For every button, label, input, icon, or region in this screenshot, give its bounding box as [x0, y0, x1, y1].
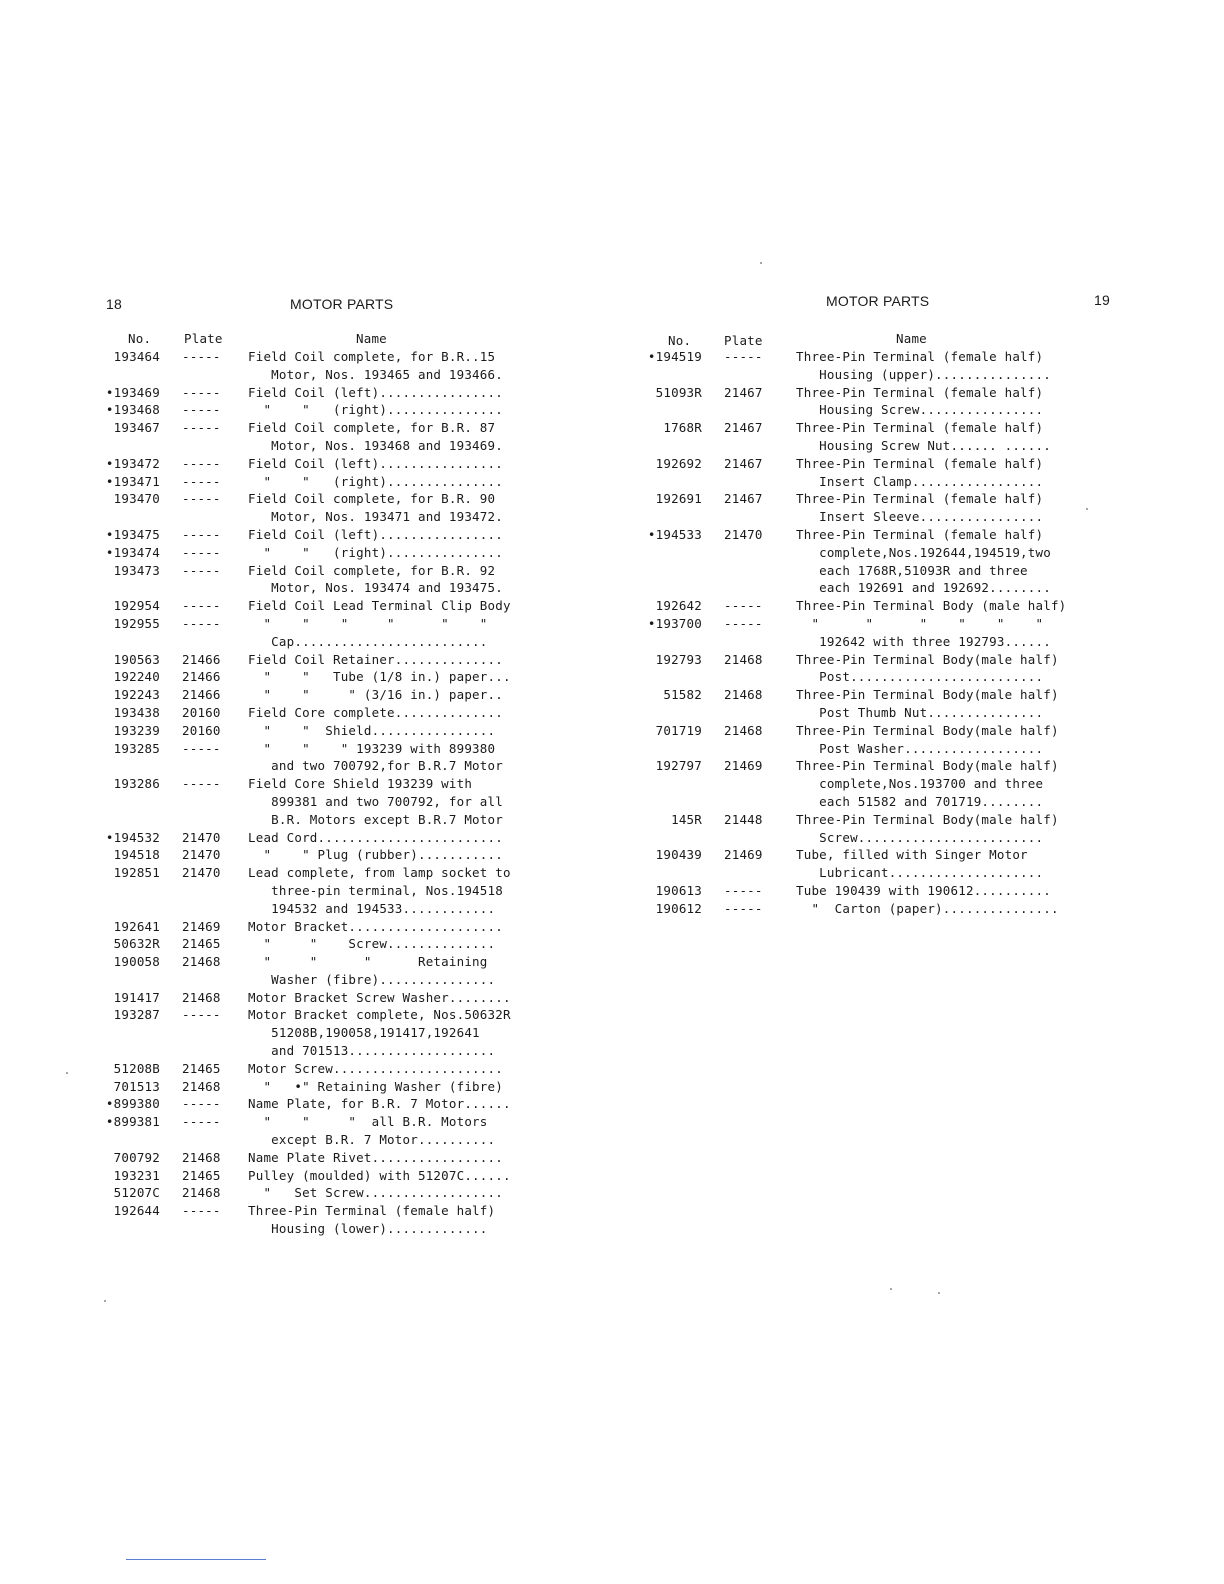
part-number: 193438 [113, 704, 160, 720]
part-name: Field Coil complete, for B.R. 92 Motor, Nos. 193474 and 193475. [248, 562, 503, 596]
part-name: Field Coil (left)................ [248, 384, 503, 400]
plate-number: 20160 [182, 722, 221, 738]
part-name: Lead complete, from lamp socket to three-pin terminal, Nos.194518 194532 and 194533............ [248, 865, 511, 916]
right-col-no-header: No. [668, 333, 692, 348]
part-name: " " (right)............... [248, 473, 503, 489]
part-name: " " Screw.............. [248, 936, 496, 952]
part-row [640, 526, 1080, 597]
footer-rule [126, 1559, 266, 1560]
part-number: 192240 [113, 669, 160, 685]
part-name: Field Core Shield 193239 with 899381 and two 700792, for all B.R. Motors except B.R.7 Motor [248, 776, 503, 827]
part-row [640, 811, 1080, 847]
part-number: •194533 [647, 526, 702, 542]
part-row [640, 651, 1080, 687]
part-row [640, 455, 1080, 491]
part-row [640, 722, 1080, 758]
part-number: 50632R [113, 936, 160, 952]
plate-number: 21469 [724, 758, 763, 774]
right-col-plate-header: Plate [724, 333, 763, 348]
plate-number: 21448 [724, 811, 763, 827]
plate-number: 21468 [724, 651, 763, 667]
part-name: Lead Cord........................ [248, 829, 503, 845]
part-number: 51582 [663, 687, 702, 703]
part-name: Motor Bracket Screw Washer........ [248, 989, 511, 1005]
part-number: 191417 [113, 989, 160, 1005]
part-number: 192641 [113, 918, 160, 934]
part-name: Three-Pin Terminal Body(male half) complete,Nos.193700 and three each 51582 and 701719........ [796, 758, 1059, 809]
part-number: •899381 [105, 1114, 160, 1130]
plate-number: 21468 [182, 1149, 221, 1165]
plate-number: ----- [182, 526, 221, 542]
part-number: 190613 [655, 882, 702, 898]
plate-number: 21470 [182, 829, 221, 845]
left-col-no-header: No. [128, 331, 152, 346]
part-name: Three-Pin Terminal (female half) Housing Screw Nut...... ...... [796, 420, 1051, 453]
part-row [100, 668, 530, 686]
part-row [100, 1184, 530, 1202]
part-row [640, 384, 1080, 420]
part-number: •193469 [105, 384, 160, 400]
part-number: 192793 [655, 651, 702, 667]
plate-number: 21470 [182, 865, 221, 881]
plate-number: 21466 [182, 651, 221, 667]
part-name: " " (right)............... [248, 402, 503, 418]
right-parts-list [640, 348, 1080, 918]
part-number: 1768R [663, 420, 702, 436]
part-number: 700792 [113, 1149, 160, 1165]
part-row [100, 846, 530, 864]
plate-number: ----- [724, 598, 763, 614]
part-number: 192243 [113, 687, 160, 703]
part-row [100, 829, 530, 847]
part-number: 701719 [655, 722, 702, 738]
plate-number: ----- [182, 420, 221, 436]
part-name: " " " all B.R. Motors except B.R. 7 Motor.......... [263, 1114, 496, 1148]
part-row [100, 704, 530, 722]
plate-number: ----- [724, 615, 763, 631]
plate-number: 21465 [182, 936, 221, 952]
plate-number: ----- [182, 562, 221, 578]
part-name: Field Coil complete, for B.R. 90 Motor, Nos. 193471 and 193472. [248, 491, 503, 525]
plate-number: 21468 [182, 1185, 221, 1201]
scan-speck [938, 1292, 940, 1294]
part-row [100, 1078, 530, 1096]
part-row [100, 544, 530, 562]
part-row [100, 597, 530, 615]
part-number: •193468 [105, 402, 160, 418]
part-name: Field Coil Retainer.............. [248, 651, 503, 667]
plate-number: ----- [182, 384, 221, 400]
part-row [100, 562, 530, 598]
left-col-plate-header: Plate [184, 331, 223, 346]
plate-number: ----- [182, 615, 221, 631]
part-row [640, 900, 1080, 918]
part-row [100, 348, 530, 384]
part-number: 192797 [655, 758, 702, 774]
part-row [100, 1202, 530, 1238]
plate-number: ----- [182, 473, 221, 489]
part-name: " " Tube (1/8 in.) paper... [248, 669, 511, 685]
part-number: 193470 [113, 491, 160, 507]
part-number: 192955 [113, 615, 160, 631]
plate-number: 21467 [724, 491, 763, 507]
part-row [100, 490, 530, 526]
part-name: Field Coil Lead Terminal Clip Body [248, 598, 511, 614]
part-number: 51093R [655, 384, 702, 400]
part-number: 193467 [113, 420, 160, 436]
plate-number: ----- [182, 1203, 221, 1219]
part-number: •194532 [105, 829, 160, 845]
part-row [640, 686, 1080, 722]
part-name: Three-Pin Terminal Body(male half) Post Washer.................. [796, 722, 1059, 756]
part-name: " " " 193239 with 899380 and two 700792,for B.R.7 Motor [263, 740, 503, 774]
plate-number: ----- [182, 544, 221, 560]
part-row [100, 384, 530, 402]
part-row [640, 597, 1080, 615]
part-name: Tube, filled with Singer Motor Lubricant.................... [796, 847, 1044, 881]
right-page-title: MOTOR PARTS [826, 293, 930, 309]
part-number: 192644 [113, 1203, 160, 1219]
plate-number: 21468 [724, 687, 763, 703]
scan-speck [66, 1072, 68, 1074]
plate-number: ----- [182, 1096, 221, 1112]
part-name: Motor Screw...................... [248, 1060, 503, 1076]
part-number: 51207C [113, 1185, 160, 1201]
plate-number: ----- [182, 455, 221, 471]
plate-number: ----- [182, 402, 221, 418]
plate-number: 21469 [724, 847, 763, 863]
plate-number: ----- [182, 1114, 221, 1130]
part-number: •193471 [105, 473, 160, 489]
plate-number: 21466 [182, 687, 221, 703]
part-number: 51208B [113, 1060, 160, 1076]
plate-number: 21467 [724, 384, 763, 400]
part-row [100, 775, 530, 828]
part-name: " " " " " " Cap......................... [263, 615, 488, 649]
plate-number: 21466 [182, 669, 221, 685]
plate-number: 21468 [182, 989, 221, 1005]
part-number: •193474 [105, 544, 160, 560]
part-number: •194519 [647, 349, 702, 364]
part-row [100, 989, 530, 1007]
part-row [640, 615, 1080, 651]
part-number: 193473 [113, 562, 160, 578]
part-name: Three-Pin Terminal (female half) Housing Screw................ [796, 384, 1044, 418]
part-name: Three-Pin Terminal (female half) Housing (lower)............. [248, 1203, 496, 1237]
part-row [100, 1006, 530, 1059]
part-row [100, 401, 530, 419]
part-number: 193285 [113, 740, 160, 756]
part-row [100, 651, 530, 669]
part-name: Three-Pin Terminal Body(male half) Screw........................ [796, 811, 1059, 845]
part-name: Field Core complete.............. [248, 704, 503, 720]
plate-number: 21465 [182, 1167, 221, 1183]
part-row [100, 686, 530, 704]
part-number: 190439 [655, 847, 702, 863]
plate-number: 21468 [182, 954, 221, 970]
part-row [100, 473, 530, 491]
part-number: 193231 [113, 1167, 160, 1183]
part-row [100, 1113, 530, 1149]
part-name: Three-Pin Terminal Body (male half) [796, 598, 1067, 614]
plate-number: ----- [182, 349, 221, 364]
part-name: Field Coil (left)................ [248, 526, 503, 542]
part-row [640, 419, 1080, 455]
left-page-title: MOTOR PARTS [290, 296, 394, 312]
part-number: 193464 [113, 349, 160, 364]
part-name: Field Coil (left)................ [248, 455, 503, 471]
part-name: " " " " " " 192642 with three 192793...... [811, 615, 1051, 649]
left-col-name-header: Name [356, 331, 387, 346]
part-row [640, 490, 1080, 526]
plate-number: 21467 [724, 455, 763, 471]
part-name: " " (right)............... [248, 544, 503, 560]
part-name: Tube 190439 with 190612.......... [796, 882, 1051, 898]
part-name: Motor Bracket.................... [248, 918, 503, 934]
right-page-number: 19 [1094, 292, 1110, 308]
scan-speck [760, 262, 762, 264]
part-row [100, 455, 530, 473]
plate-number: ----- [724, 882, 763, 898]
part-name: Pulley (moulded) with 51207C...... [248, 1167, 511, 1183]
part-number: 193239 [113, 722, 160, 738]
part-number: 701513 [113, 1078, 160, 1094]
part-number: 145R [671, 811, 702, 827]
part-name: Field Coil complete, for B.R. 87 Motor, Nos. 193468 and 193469. [248, 420, 503, 453]
part-name: Three-Pin Terminal (female half) Insert Clamp................. [796, 455, 1044, 489]
scan-speck [1086, 508, 1088, 510]
part-row [640, 348, 1080, 384]
part-name: " " Shield................ [248, 722, 496, 738]
part-name: Name Plate, for B.R. 7 Motor...... [248, 1096, 511, 1112]
plate-number: 21470 [724, 526, 763, 542]
part-number: 190563 [113, 651, 160, 667]
plate-number: ----- [182, 598, 221, 614]
part-row [100, 953, 530, 989]
plate-number: 21470 [182, 847, 221, 863]
plate-number: ----- [724, 349, 763, 364]
part-name: Field Coil complete, for B.R..15 Motor, Nos. 193465 and 193466. [248, 349, 503, 382]
part-name: Three-Pin Terminal (female half) Housing (upper)............... [796, 349, 1051, 382]
part-row [100, 1095, 530, 1113]
part-row [100, 918, 530, 936]
part-row [100, 1167, 530, 1185]
part-row [100, 722, 530, 740]
part-number: 190612 [655, 900, 702, 916]
part-name: Three-Pin Terminal Body(male half) Post Thumb Nut............... [796, 687, 1059, 720]
plate-number: ----- [182, 776, 221, 792]
part-name: Three-Pin Terminal (female half) Insert Sleeve................ [796, 491, 1044, 525]
plate-number: 21467 [724, 420, 763, 436]
plate-number: 21468 [724, 722, 763, 738]
part-name: " " " Retaining Washer (fibre)............... [263, 954, 496, 987]
part-name: " Carton (paper)............... [796, 900, 1059, 916]
scan-speck [104, 1300, 106, 1302]
part-row [100, 740, 530, 776]
part-number: 194518 [113, 847, 160, 863]
part-row [100, 935, 530, 953]
plate-number: ----- [724, 900, 763, 916]
plate-number: ----- [182, 1007, 221, 1023]
part-name: Three-Pin Terminal Body(male half) Post......................... [796, 651, 1059, 685]
part-row [100, 615, 530, 651]
part-row [640, 757, 1080, 810]
part-name: " " Plug (rubber)........... [248, 847, 503, 863]
part-number: •193475 [105, 526, 160, 542]
part-number: •193700 [647, 615, 702, 631]
plate-number: 21468 [182, 1078, 221, 1094]
part-number: 192642 [655, 598, 702, 614]
part-row [100, 526, 530, 544]
plate-number: ----- [182, 491, 221, 507]
part-number: 190058 [113, 954, 160, 970]
left-parts-list [100, 348, 530, 1238]
plate-number: 20160 [182, 704, 221, 720]
part-name: Motor Bracket complete, Nos.50632R 51208B,190058,191417,192641 and 701513................... [248, 1007, 511, 1059]
part-name: " " " (3/16 in.) paper.. [248, 687, 503, 703]
part-row [100, 1149, 530, 1167]
part-number: 193287 [113, 1007, 160, 1023]
part-number: •899380 [105, 1096, 160, 1112]
part-name: " Set Screw.................. [248, 1185, 503, 1201]
part-number: 192691 [655, 491, 702, 507]
left-page-number: 18 [106, 296, 122, 312]
plate-number: ----- [182, 740, 221, 756]
part-row [100, 864, 530, 917]
part-row [640, 882, 1080, 900]
part-number: 192954 [113, 598, 160, 614]
part-number: 192692 [655, 455, 702, 471]
part-name: " •" Retaining Washer (fibre) [248, 1078, 503, 1094]
plate-number: 21465 [182, 1060, 221, 1076]
part-number: 193286 [113, 776, 160, 792]
part-row [100, 419, 530, 455]
scan-speck [890, 1288, 892, 1290]
part-name: Name Plate Rivet................. [248, 1149, 503, 1165]
plate-number: 21469 [182, 918, 221, 934]
part-name: Three-Pin Terminal (female half) complete,Nos.192644,194519,two each 1768R,51093R and three each 192691 and 192692........ [796, 526, 1051, 596]
part-number: •193472 [105, 455, 160, 471]
right-col-name-header: Name [896, 331, 927, 346]
part-row [100, 1060, 530, 1078]
part-number: 192851 [113, 865, 160, 881]
part-row [640, 846, 1080, 882]
